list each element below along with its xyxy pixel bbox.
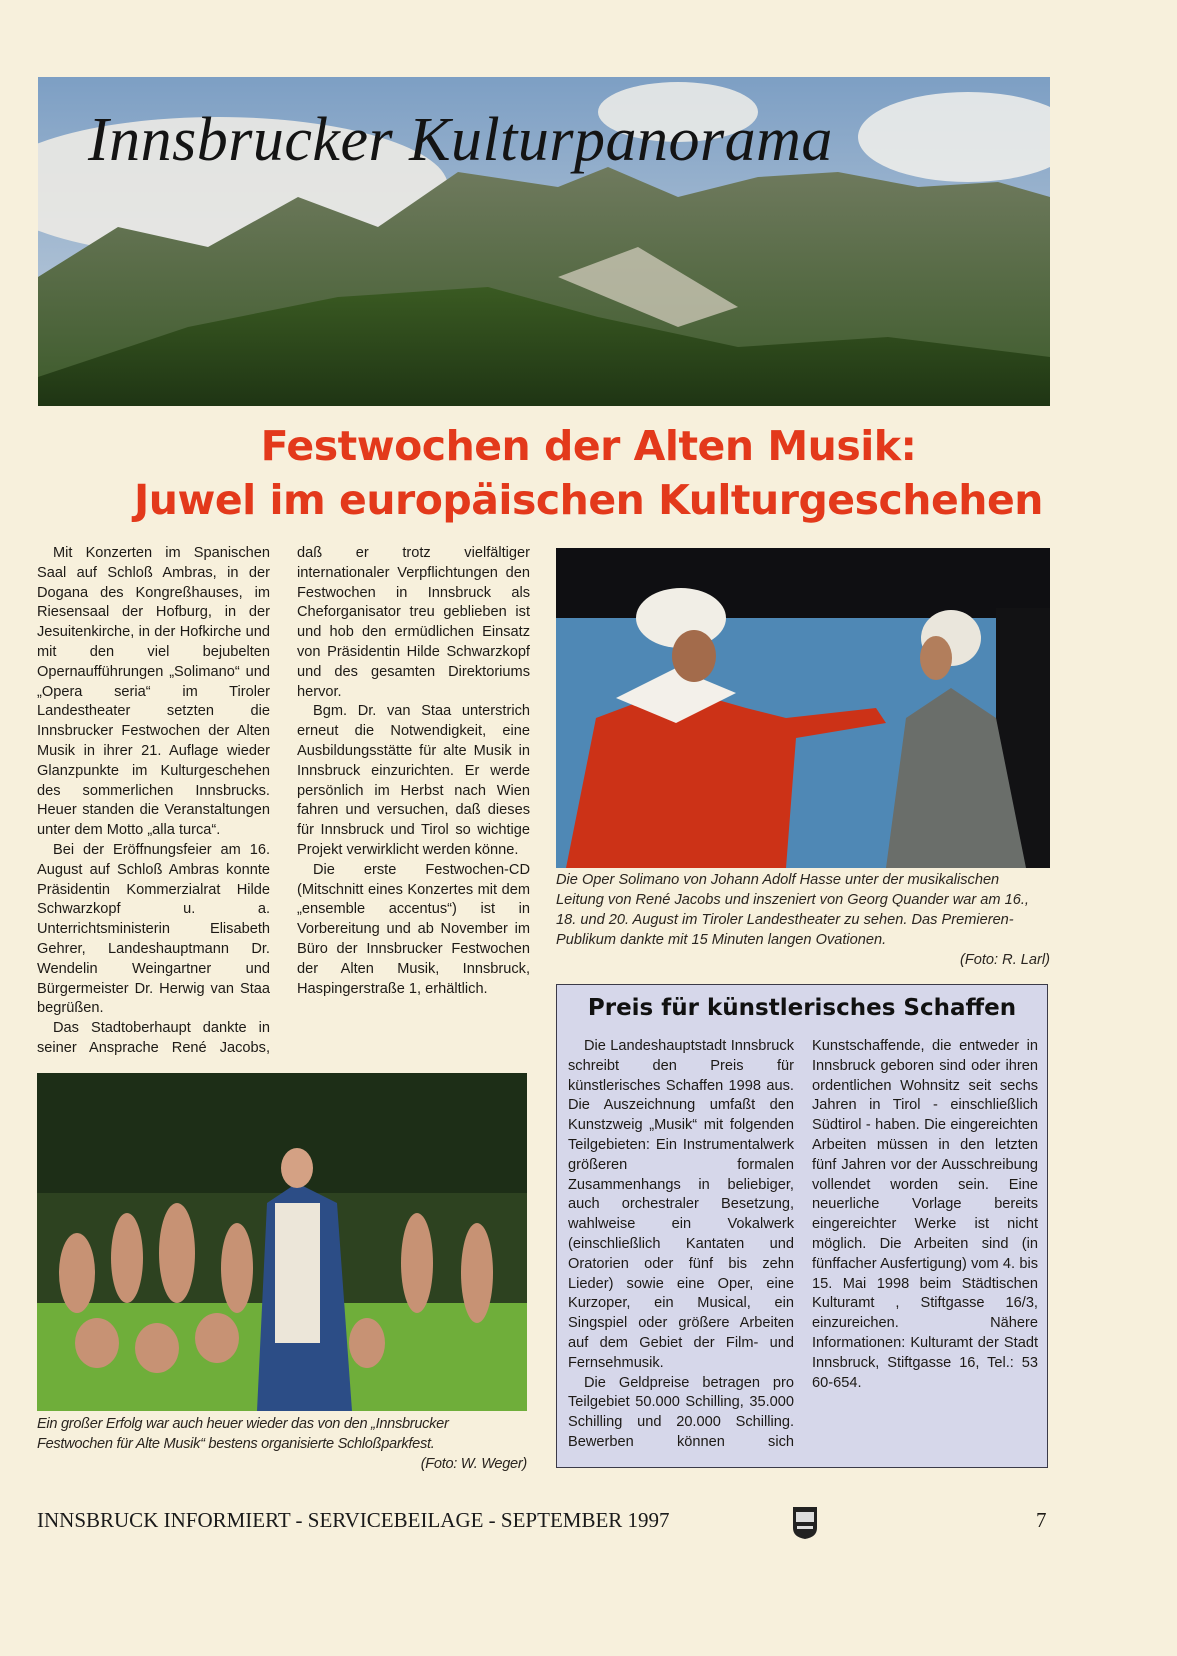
opera-photo-caption — [556, 870, 1050, 970]
opera-photo — [556, 548, 1050, 868]
mountain-panorama-banner — [38, 77, 1050, 406]
park-photo-caption — [37, 1414, 527, 1474]
article-paragraph: Das Stadtoberhaupt dankte in seiner Ansprache René Jacobs, daß er trotz vielfältiger internationaler Verpflichtungen den Festwochen in Innsbruck als Cheforganisator treu geblieben ist und hob den ermüdlichen Einsatz von Präsidentin Hilde Schwarzkopf und des gesamten Direktoriums hervor. — [37, 545, 530, 1056]
innsbruck-crest-icon — [792, 1506, 818, 1540]
prize-box-title: Preis für künstlerisches Schaffen — [587, 995, 1017, 1021]
photo-credit: (Foto: W. Weger) — [420, 1456, 527, 1472]
article-body — [37, 544, 530, 1064]
photo-credit: (Foto: R. Larl) — [959, 952, 1050, 968]
article-paragraph: Die erste Festwochen-CD (Mitschnitt eines Konzertes mit dem „ensemble accentus“) ist in Vorbereitung und ab November im Büro der Innsbrucker Festwochen der Alten Musik, Innsbruck, Haspingerstraße 1, erhältlich. — [297, 861, 530, 997]
caption-text: Ein großer Erfolg war auch heuer wieder das von den „Innsbrucker Festwochen für Alte Musik“ bestens organisierte Schloßparkfest. — [37, 1416, 449, 1452]
footer-publication-line: INNSBRUCK INFORMIERT - SERVICEBEILAGE - SEPTEMBER 1997 — [37, 1508, 670, 1532]
prize-paragraph: Die Geldpreise betragen pro Teilgebiet 50.000 Schilling, 35.000 Schilling und 20.000 Schilling. Bewerben können sich Kunstschaffende, die entweder in Innsbruck geboren sind oder ihren ordentlichen Wohnsitz seit sechs Jahren in Tirol - einschließlich Südtirol - haben. Die eingereichten Arbeiten müssen in den letzten fünf Jahren vor der Ausschreibung vollendet worden sein. Eine neuerliche Vorlage bereits eingereichter Werke ist nicht möglich. Die Arbeiten sind (in fünffacher Ausfertigung) vom 4. bis 15. Mai 1998 beim Städtischen Kulturamt , Stiftgasse 16/3, einzureichen. Nähere Informationen: Kulturamt der Stadt Innsbruck, Stiftgasse 16, Tel.: 53 60-654. — [568, 1038, 1038, 1450]
headline-line-1: Festwochen der Alten Musik: — [260, 422, 917, 470]
article-paragraph: Bei der Eröffnungsfeier am 16. August auf Schloß Ambras konnte Präsidentin Kommerzialrat Hilde Schwarzkopf u. a. Unterrichtsministerin Elisabeth Gehrer, Landeshauptmann Dr. Wendelin Weingartner und Bürgermeister Dr. Herwig van Staa begrüßen. — [37, 841, 270, 1017]
prize-announcement-box — [556, 984, 1048, 1468]
caption-text: Die Oper Solimano von Johann Adolf Hasse unter der musikalischen Leitung von René Jacobs und inszeniert von Georg Quander war am 16., 18. und 20. August im Tiroler Landestheater zu sehen. Das Premieren-Publikum dankte mit 15 Minuten langen Ovationen. — [556, 872, 1029, 948]
park-festival-photo — [37, 1073, 527, 1411]
headline-line-2: Juwel im europäischen Kulturgeschehen — [134, 476, 1043, 524]
prize-box-body — [568, 1037, 1038, 1457]
banner-title: Innsbrucker Kulturpanorama — [88, 106, 833, 174]
prize-paragraph: Die Landeshauptstadt Innsbruck schreibt den Preis für künstlerisches Schaffen 1998 aus. Die Auszeichnung umfaßt den Kunstzweig „Musik“ mit folgenden Teilgebieten: Ein Instrumentalwerk größeren formalen Zusammenhangs in beliebiger, auch orchestraler Besetzung, wahlweise ein Vokalwerk (einschließlich Kantaten und Oratorien oder fünf bis zehn Lieder) sowie eine Oper, eine Kurzoper, ein Musical, ein Singspiel oder größere Arbeiten auf dem Gebiet der Film- und Fernsehmusik. — [568, 1038, 794, 1371]
article-paragraph: Mit Konzerten im Spanischen Saal auf Schloß Ambras, in der Dogana des Kongreßhauses, im Riesensaal der Hofburg, in der Jesuitenkirche, in der Hofkirche und mit den viel bejubelten Opernaufführungen „Solimano“ und „Opera seria“ im Tiroler Landestheater setzten die Innsbrucker Festwochen der Alten Musik in ihrer 21. Auflage wieder Glanzpunkte im Kulturgeschehen des sommerlichen Innsbrucks. Heuer standen die Veranstaltungen unter dem Motto „alla turca“. — [37, 545, 270, 839]
article-paragraph: Bgm. Dr. van Staa unterstrich erneut die Notwendigkeit, eine Ausbildungsstätte für alte Musik in Innsbruck einzurichten. Er werde persönlich im Herbst nach Wien fahren und versuchen, daß dieses für Innsbruck und Tirol so wichtige Projekt verwirklicht werden könne. — [297, 703, 530, 858]
page-number: 7 — [1036, 1508, 1047, 1532]
